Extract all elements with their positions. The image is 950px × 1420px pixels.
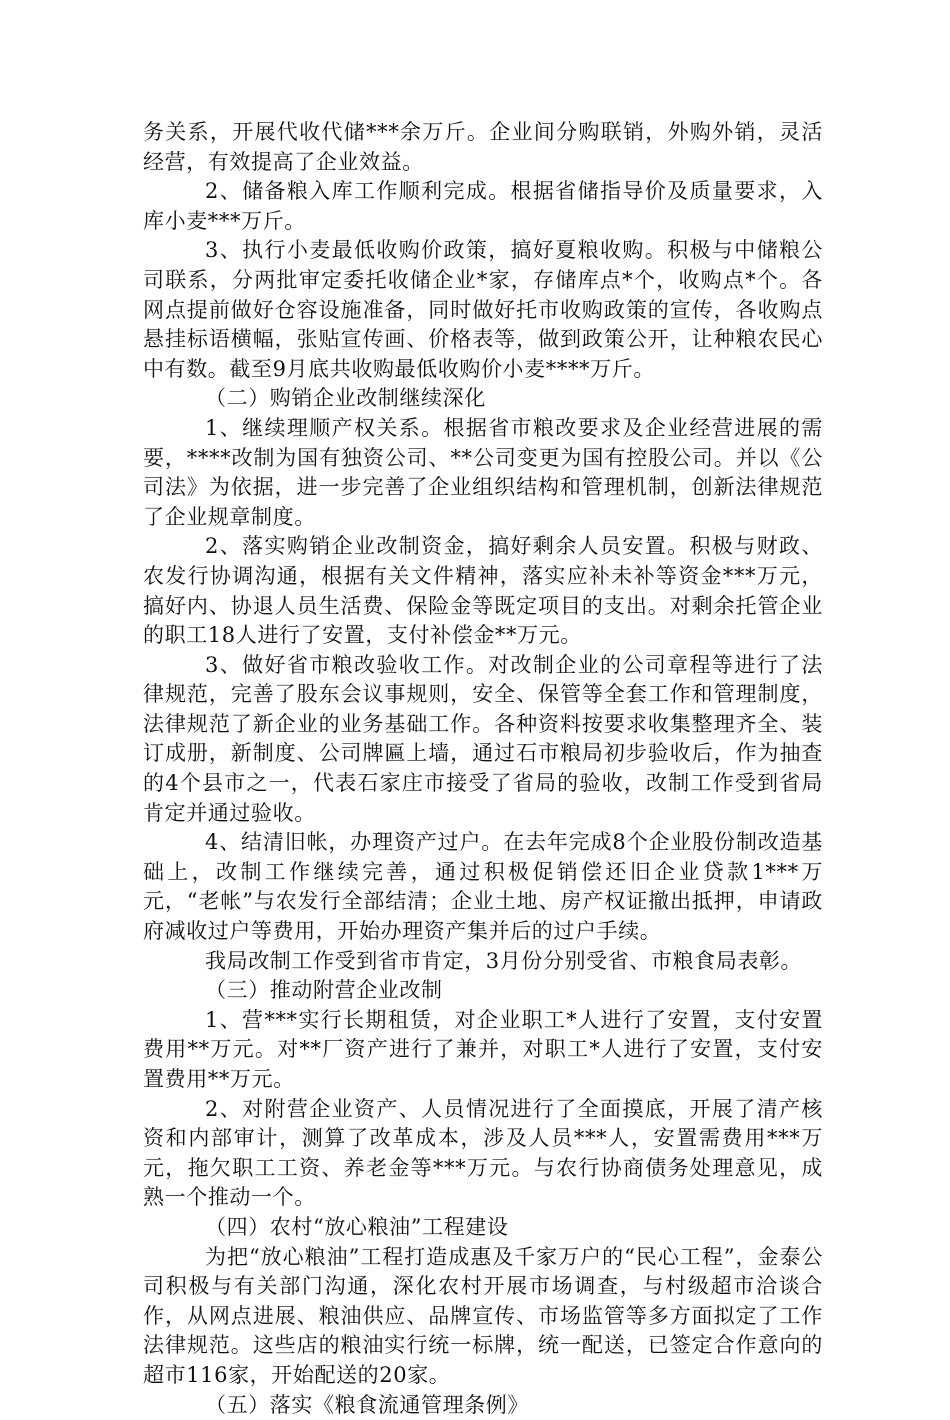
document-body [143, 118, 823, 1420]
paragraph-audit: 2、对附营企业资产、人员情况进行了全面摸底，开展了清产核资和内部审计，测算了改革成本，涉及人员***人，安置需费用***万元，拖欠职工工资、养老金等***万元。与农行协商债务处理意见，成熟一个推动一个。 [143, 1096, 823, 1210]
paragraph-grain-oil-project: 为把“放心粮油”工程打造成惠及千家万户的“民心工程”，金泰公司积极与有关部门沟通，深化农村开展市场调查，与村级超市洽谈合作，从网点进展、粮油供应、品牌宣传、市场监管等多方面拟定了工作法律规范。这些店的粮油实行统一标牌，统一配送，已签定合作意向的超市116家，开始配送的20家。 [143, 1244, 823, 1387]
paragraph-reform-funds: 2、落实购销企业改制资金，搞好剩余人员安置。积极与财政、农发行协调沟通，根据有关文件精神，落实应补未补等资金***万元，搞好内、协退人员生活费、保险金等既定项目的支出。对剩余托管企业的职工18人进行了安置，支付补偿金**万元。 [143, 534, 823, 648]
section-heading-4: （四）农村“放心粮油”工程建设 [205, 1214, 509, 1239]
paragraph-old-accounts: 4、结清旧帐，办理资产过户。在去年完成8个企业股份制改造基础上，改制工作继续完善，通过积极促销偿还旧企业贷款1***万元，“老帐”与农发行全部结清；企业土地、房产权证撤出抵押，申请政府减收过户等费用，开始办理资产集并后的过户手续。 [143, 830, 823, 944]
paragraph-reserve-grain: 2、储备粮入库工作顺利完成。根据省储指导价及质量要求，入库小麦***万斤。 [143, 179, 823, 233]
paragraph-acceptance: 3、做好省市粮改验收工作。对改制企业的公司章程等进行了法律规范，完善了股东会议事规则，安全、保管等全套工作和管理制度，法律规范了新企业的业务基础工作。各种资料按要求收集整理齐全、装订成册，新制度、公司牌匾上墙，通过石市粮局初步验收后，作为抽查的4个县市之一，代表石家庄市接受了省局的验收，改制工作受到省局肯定并通过验收。 [143, 652, 823, 825]
paragraph-commendation: 我局改制工作受到省市肯定，3月份分别受省、市粮食局表彰。 [205, 948, 803, 973]
section-heading-3: （三）推动附营企业改制 [205, 978, 443, 1003]
paragraph-property-rights: 1、继续理顺产权关系。根据省市粮改要求及企业经营进展的需要，****改制为国有独资公司、**公司变更为国有控股公司。并以《公司法》为依据，进一步完善了企业组织结构和管理机制，创新法律规范了企业规章制度。 [143, 415, 823, 529]
paragraph-leasing: 1、营***实行长期租赁，对企业职工*人进行了安置，支付安置费用**万元。对**厂资产进行了兼并，对职工*人进行了安置，支付安置费用**万元。 [143, 1007, 823, 1091]
section-heading-5: （五）落实《粮食流通管理条例》 [205, 1392, 529, 1417]
paragraph-cooperation: 务关系，开展代收代储***余万斤。企业间分购联销，外购外销，灵活经营，有效提高了企业效益。 [143, 120, 823, 174]
section-heading-2: （二）购销企业改制继续深化 [205, 386, 486, 411]
paragraph-wheat-purchase: 3、执行小麦最低收购价政策，搞好夏粮收购。积极与中储粮公司联系，分两批审定委托收储企业*家，存储库点*个，收购点*个。各网点提前做好仓容设施准备，同时做好托市收购政策的宣传，各收购点悬挂标语横幅，张贴宣传画、价格表等，做到政策公开，让种粮农民心中有数。截至9月底共收购最低收购价小麦****万斤。 [143, 238, 823, 381]
